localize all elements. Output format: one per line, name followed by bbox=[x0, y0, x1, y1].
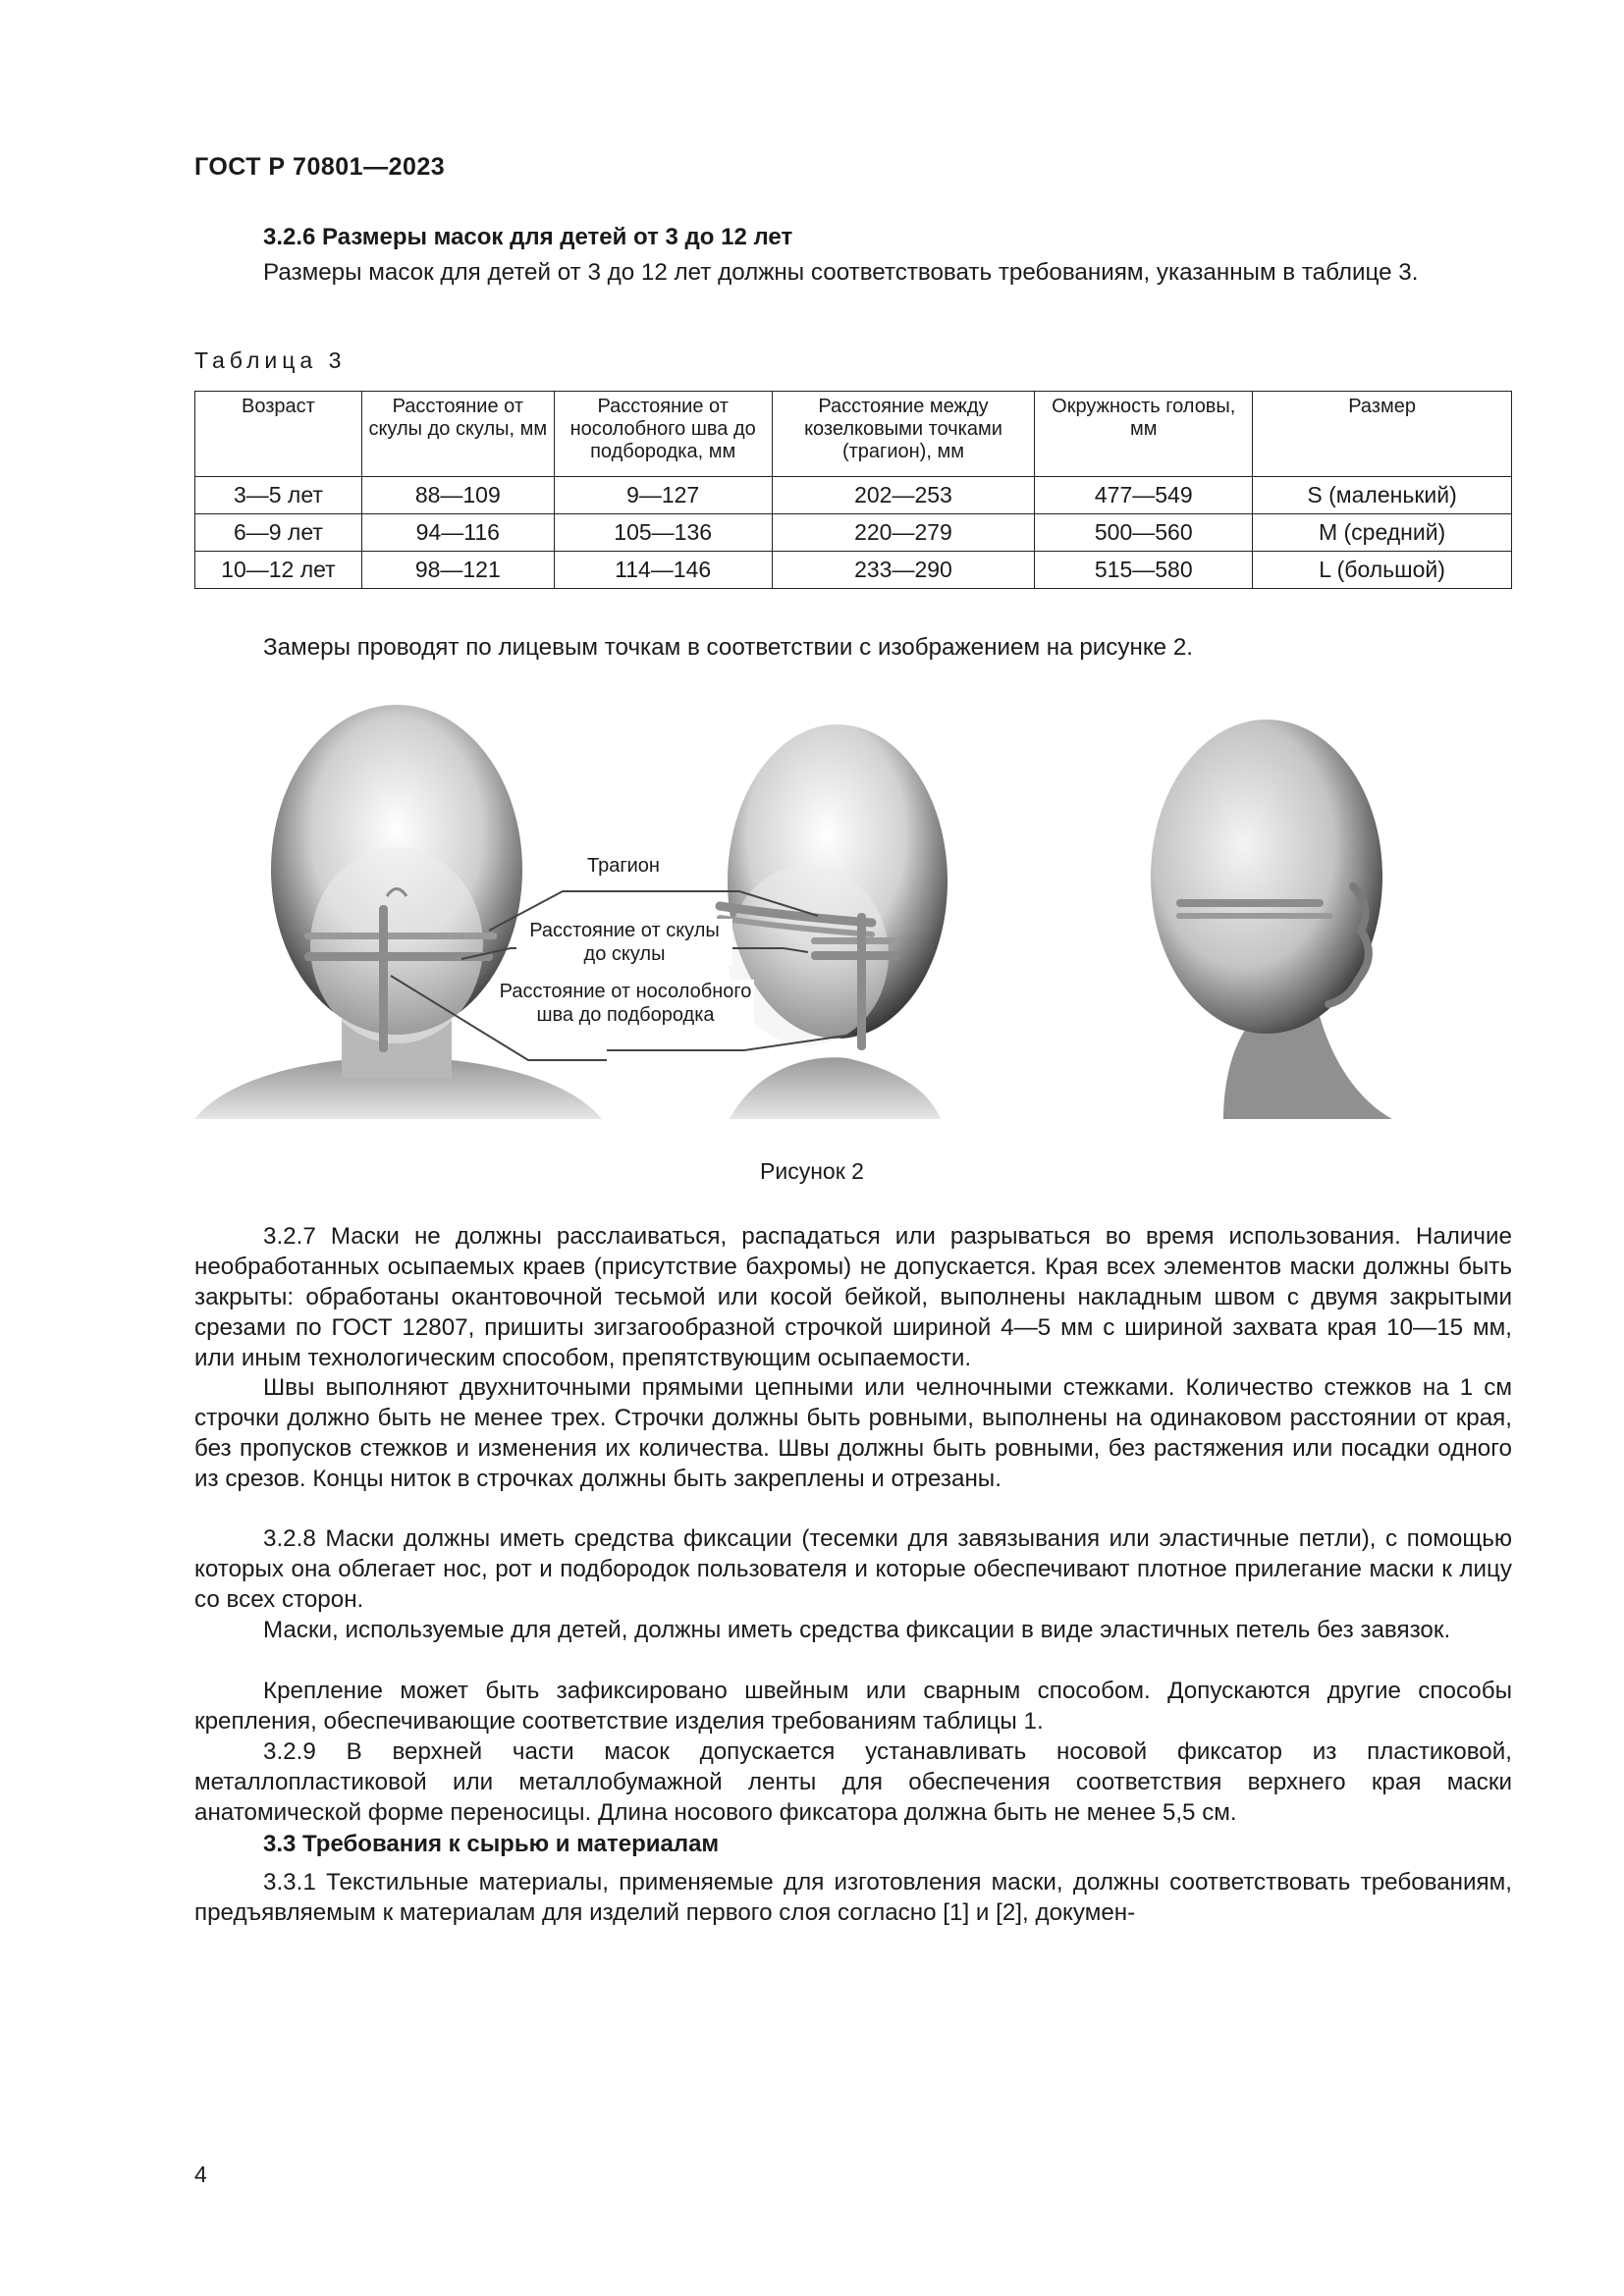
section-3-2-8-p2: Маски, используемые для детей, должны иметь средства фиксации в виде эластичных петель без завязок. bbox=[263, 1617, 1451, 1643]
measurements-text: Замеры проводят по лицевым точкам в соответствии с изображением на рисунке 2. bbox=[263, 634, 1194, 661]
callout-nose-line2: шва до подбородка bbox=[536, 1004, 715, 1026]
header-size: Размер bbox=[1253, 392, 1512, 477]
section-3-2-9-p1: 3.2.9 В верхней части масок допускается устанавливать носовой фиксатор из пластиковой, металлопластиковой или металлобумажной ленты для обеспечения соответствия верхнего края маски анатомической форме переносицы. Длина носового фиксатора должна быть не менее 5,5 см. bbox=[194, 1738, 1512, 1826]
head-side-view bbox=[1151, 720, 1392, 1119]
cell-tragion: 233—290 bbox=[772, 552, 1035, 589]
head-front-view bbox=[194, 705, 602, 1119]
cell-age: 10—12 лет bbox=[195, 552, 362, 589]
section-3-3-1-p1: 3.3.1 Текстильные материалы, применяемые для изготовления маски, должны соответствовать требованиям, предъявляемым к материалам для изделий первого слоя согласно [1] и [2], докумен- bbox=[194, 1869, 1512, 1926]
cell-cheek: 94—116 bbox=[361, 514, 554, 552]
header-cheek-distance: Расстояние от скулы до скулы, мм bbox=[361, 392, 554, 477]
header-head-circumference: Окружность головы, мм bbox=[1035, 392, 1253, 477]
header-tragion-distance: Расстояние между козелковыми точками (трагион), мм bbox=[772, 392, 1035, 477]
cell-age: 3—5 лет bbox=[195, 477, 362, 514]
table-3 bbox=[194, 391, 1512, 589]
callout-cheek-distance bbox=[516, 919, 732, 966]
cell-nose-chin: 105—136 bbox=[554, 514, 772, 552]
callout-tragion: Трагион bbox=[587, 855, 660, 877]
callout-nose-line1: Расстояние от носолобного bbox=[499, 981, 752, 1002]
table-row bbox=[195, 477, 1512, 514]
section-3-2-7-p2: Швы выполняют двухниточными прямыми цепными или челночными стежками. Количество стежков на 1 см строчки должно быть не менее трех. Строчки должны быть ровными, выполнены на одинаковом расстоянии от края, без пропусков стежков и изменения их количества. Швы должны быть ровными, без растяжения или посадки одного из срезов. Концы ниток в строчках должны быть закреплены и отрезаны. bbox=[194, 1374, 1512, 1492]
cell-tragion: 220—279 bbox=[772, 514, 1035, 552]
callout-cheek-line2: до скулы bbox=[583, 943, 666, 965]
section-3-2-7-p1: 3.2.7 Маски не должны расслаиваться, распадаться или разрываться во время использования. Наличие необработанных осыпаемых краев (присутствие бахромы) не допускается. Края всех элементов маски должны быть закрыты: обработаны окантовочной тесьмой или косой бейкой, выполнены накладным швом с двумя закрытыми срезами по ГОСТ 12807, пришиты зигзагообразной строчкой шириной 4—5 мм с шириной захвата края 10—15 мм, или иным технологическим способом, препятствующим осыпаемости. bbox=[194, 1223, 1512, 1371]
cell-cheek: 88—109 bbox=[361, 477, 554, 514]
cell-circumference: 515—580 bbox=[1035, 552, 1253, 589]
cell-size: L (большой) bbox=[1253, 552, 1512, 589]
cell-circumference: 477—549 bbox=[1035, 477, 1253, 514]
table-row bbox=[195, 514, 1512, 552]
callout-cheek-line1: Расстояние от скулы bbox=[529, 920, 720, 941]
head-three-quarter-view bbox=[720, 724, 947, 1119]
cell-nose-chin: 9—127 bbox=[554, 477, 772, 514]
document-header: ГОСТ Р 70801—2023 bbox=[194, 153, 446, 181]
cell-cheek: 98—121 bbox=[361, 552, 554, 589]
table-3-label: Таблица 3 bbox=[194, 347, 347, 373]
callout-nose-chin-distance bbox=[497, 980, 754, 1027]
cell-size: S (маленький) bbox=[1253, 477, 1512, 514]
table-header-row bbox=[195, 392, 1512, 477]
cell-circumference: 500—560 bbox=[1035, 514, 1253, 552]
cell-age: 6—9 лет bbox=[195, 514, 362, 552]
section-3-3-title: 3.3 Требования к сырью и материалам bbox=[263, 1831, 720, 1857]
table-row bbox=[195, 552, 1512, 589]
figure-2 bbox=[194, 695, 1512, 1127]
section-3-2-8-p1: 3.2.8 Маски должны иметь средства фиксации (тесемки для завязывания или эластичные петли), с помощью которых она облегает нос, рот и подбородок пользователя и которые обеспечивают плотное прилегание маски к лицу со всех сторон. bbox=[194, 1525, 1512, 1613]
measure-line-nose-chin bbox=[379, 905, 388, 1052]
cell-tragion: 202—253 bbox=[772, 477, 1035, 514]
header-nose-chin-distance: Расстояние от носолобного шва до подбородка, мм bbox=[554, 392, 772, 477]
cell-size: M (средний) bbox=[1253, 514, 1512, 552]
header-age: Возраст bbox=[195, 392, 362, 477]
section-3-2-8-p3: Крепление может быть зафиксировано швейным или сварным способом. Допускаются другие способы крепления, обеспечивающие соответствие изделия требованиям таблицы 1. bbox=[194, 1678, 1512, 1735]
figure-2-illustration bbox=[194, 695, 1512, 1127]
section-3-2-6-title: 3.2.6 Размеры масок для детей от 3 до 12 лет bbox=[263, 224, 793, 250]
cell-nose-chin: 114—146 bbox=[554, 552, 772, 589]
figure-2-caption: Рисунок 2 bbox=[760, 1158, 864, 1184]
page-number: 4 bbox=[194, 2162, 207, 2187]
section-3-2-6-text: Размеры масок для детей от 3 до 12 лет должны соответствовать требованиям, указанным в таблице 3. bbox=[263, 259, 1419, 286]
